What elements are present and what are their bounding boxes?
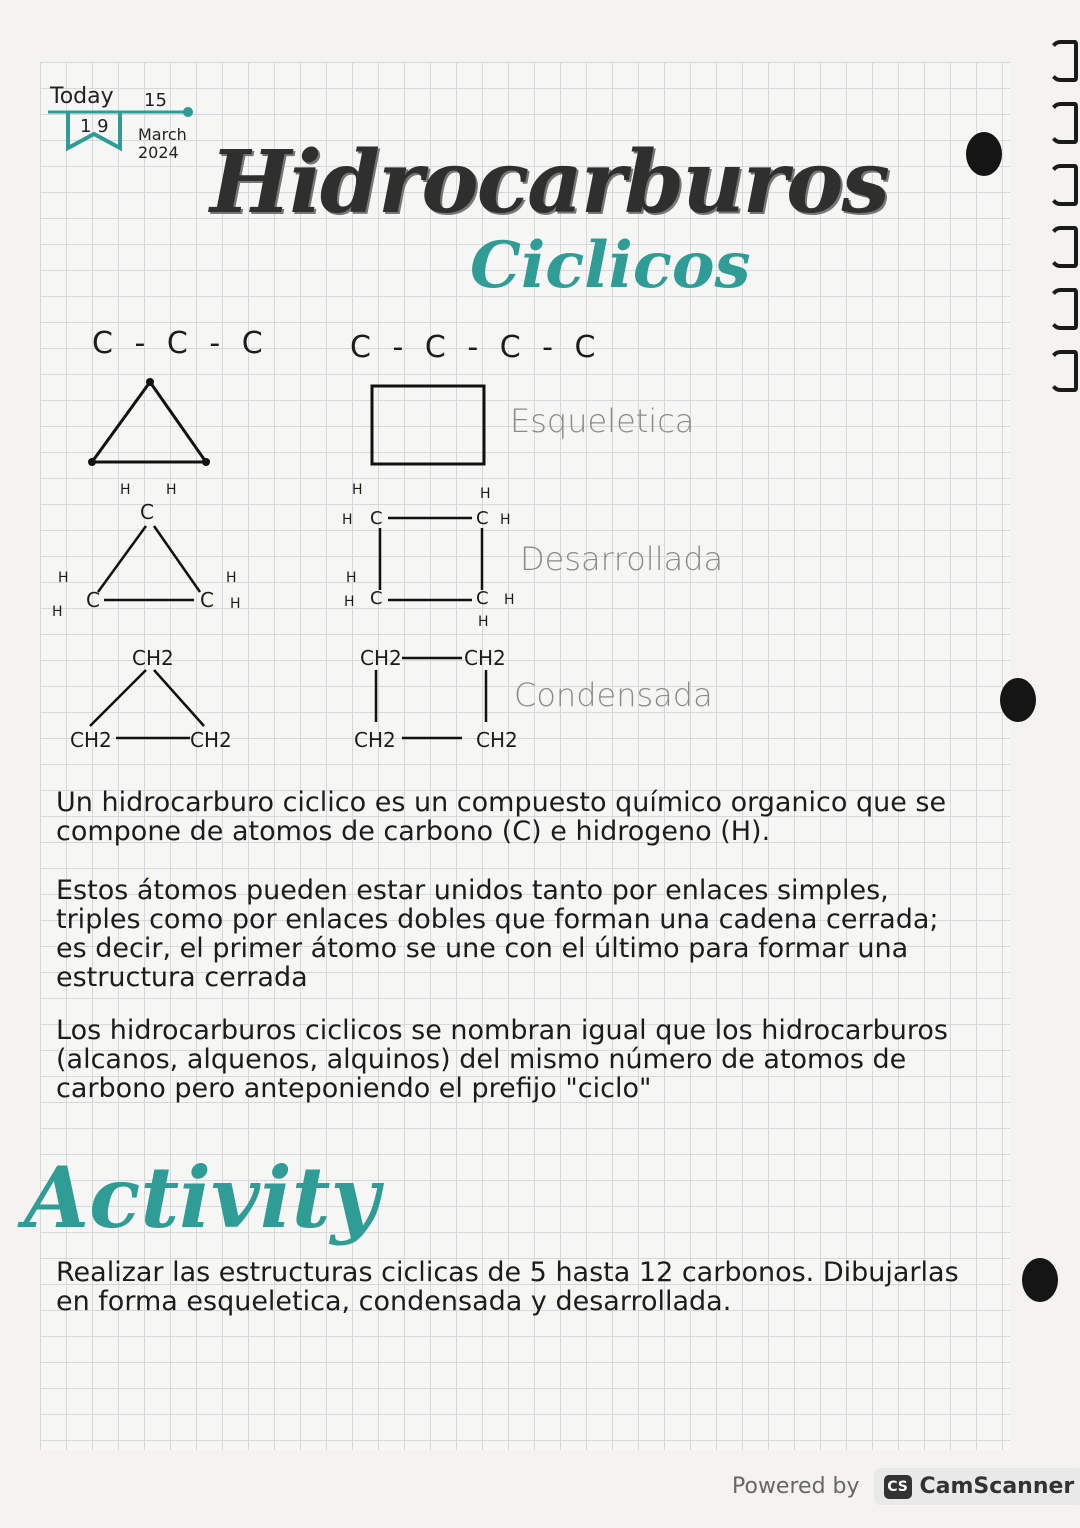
camscanner-logo-icon: CS: [884, 1475, 912, 1499]
label-expanded: Desarrollada: [520, 540, 724, 578]
atom-ch2: CH2: [190, 728, 232, 752]
page-title: Hidrocarburos: [210, 132, 888, 233]
paragraph-naming: Los hidrocarburos ciclicos se nombran igual que los hidrocarburos (alcanos, alquenos, alquinos) del mismo número de atomos de carbono pero anteponiendo el prefijo "ciclo": [56, 1015, 948, 1104]
atom-ch2: CH2: [476, 728, 518, 752]
atom-hydrogen: H: [344, 594, 355, 610]
date-day: 1 9: [80, 116, 109, 137]
binder-holes: [960, 120, 1040, 1340]
binder-hole: [1022, 1258, 1058, 1302]
atom-hydrogen: H: [52, 604, 63, 620]
atom-labels: [40, 370, 560, 770]
date-month: March: [138, 125, 187, 144]
atom-hydrogen: H: [480, 486, 491, 502]
atom-carbon: C: [86, 588, 100, 612]
activity-text: Realizar las estructuras ciclicas de 5 hasta 12 carbonos. Dibujarlas en forma esqueletica, condensada y desarrollada.: [56, 1257, 959, 1317]
atom-hydrogen: H: [346, 570, 357, 586]
chain-four-carbon: C - C - C - C: [350, 330, 602, 365]
date-year: 2024: [138, 143, 179, 162]
page-subtitle: Ciclicos: [470, 228, 751, 303]
spiral-coil: [1048, 350, 1078, 392]
atom-hydrogen: H: [352, 482, 363, 498]
atom-ch2: CH2: [70, 728, 112, 752]
atom-ch2: CH2: [354, 728, 396, 752]
atom-carbon: C: [370, 588, 383, 609]
scanner-footer: [732, 1468, 1080, 1505]
atom-hydrogen: H: [478, 614, 489, 630]
atom-carbon: C: [476, 508, 489, 529]
powered-by-text: Powered by: [732, 1474, 860, 1499]
atom-hydrogen: H: [230, 596, 241, 612]
date-stamp: [46, 86, 196, 176]
atom-hydrogen: H: [58, 570, 69, 586]
spiral-binding: [1054, 40, 1080, 430]
atom-hydrogen: H: [504, 592, 515, 608]
binder-hole: [1000, 678, 1036, 722]
spiral-coil: [1048, 164, 1078, 206]
atom-hydrogen: H: [120, 482, 131, 498]
spiral-coil: [1048, 226, 1078, 268]
atom-carbon: C: [370, 508, 383, 529]
camscanner-name: CamScanner: [919, 1474, 1075, 1499]
paragraph-definition: Un hidrocarburo ciclico es un compuesto químico organico que se compone de atomos de carbono (C) e hidrogeno (H).: [56, 787, 947, 847]
atom-carbon: C: [140, 500, 154, 524]
atom-ch2: CH2: [464, 646, 506, 670]
atom-ch2: CH2: [132, 646, 174, 670]
atom-hydrogen: H: [500, 512, 511, 528]
atom-ch2: CH2: [360, 646, 402, 670]
activity-heading: Activity: [24, 1148, 380, 1247]
atom-carbon: C: [200, 588, 214, 612]
date-number: 15: [144, 90, 167, 111]
chain-three-carbon: C - C - C: [92, 326, 269, 361]
spiral-coil: [1048, 102, 1078, 144]
binder-hole: [966, 132, 1002, 176]
atom-hydrogen: H: [226, 570, 237, 586]
camscanner-badge: [874, 1468, 1080, 1505]
atom-carbon: C: [476, 588, 489, 609]
atom-hydrogen: H: [342, 512, 353, 528]
atom-hydrogen: H: [166, 482, 177, 498]
label-condensed: Condensada: [514, 676, 713, 714]
label-skeletal: Esqueletica: [510, 402, 695, 440]
spiral-coil: [1048, 288, 1078, 330]
spiral-coil: [1048, 40, 1078, 82]
paragraph-bonds: Estos átomos pueden estar unidos tanto por enlaces simples, triples como por enlaces dobles que forman una cadena cerrada; es decir, el primer átomo se une con el último para formar una estructura cerrada: [56, 875, 939, 993]
today-label: Today: [50, 84, 114, 109]
